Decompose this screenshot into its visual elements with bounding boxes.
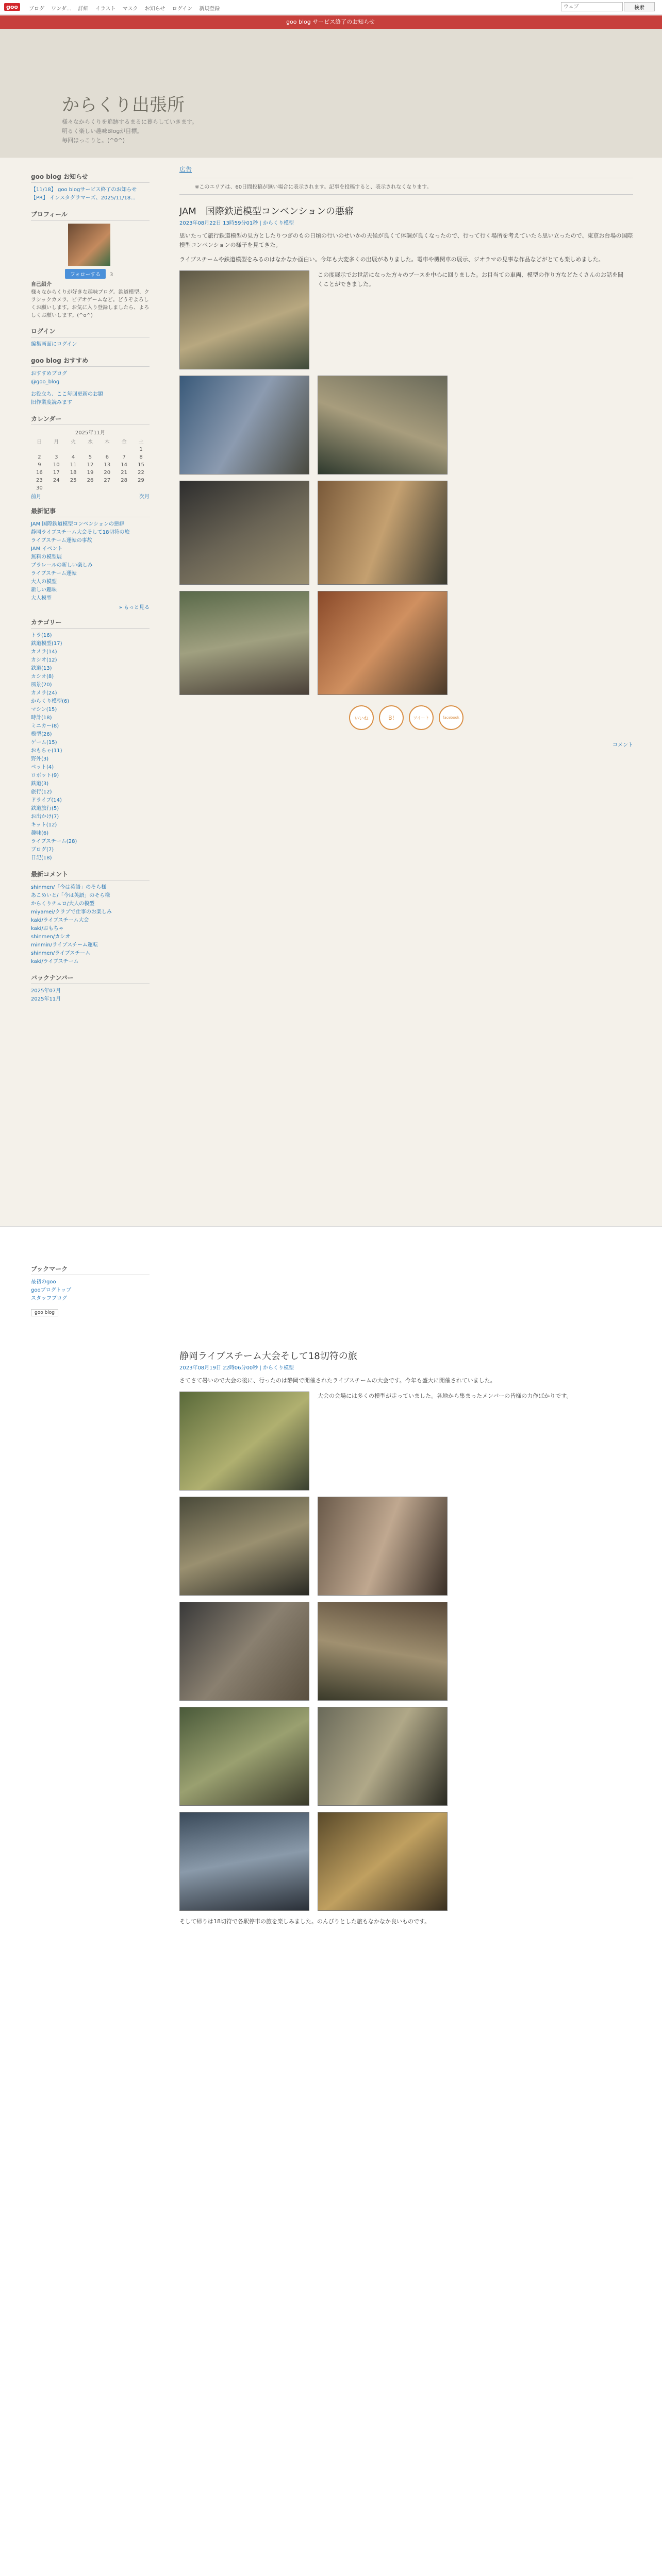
sidebar [31, 165, 150, 1004]
weekday: 木 [104, 439, 110, 445]
blog-title[interactable]: からくり出張所 [62, 95, 185, 115]
calendar-day: 11 [70, 462, 77, 468]
post-photo[interactable] [318, 1602, 448, 1701]
calendar-day: 27 [104, 478, 111, 483]
recommend-link[interactable]: 旧作業度読みます [31, 400, 72, 405]
post-photo[interactable] [179, 481, 309, 585]
calendar-week [31, 453, 150, 461]
recent-post-link[interactable]: JAM 国際鉄道模型コンベンションの悪癖 [31, 521, 124, 527]
calendar-day: 8 [139, 454, 143, 460]
photo-row [179, 481, 633, 585]
blog-header [0, 29, 662, 158]
recent-comment-link[interactable]: kaki/ライブスチーム [31, 959, 79, 964]
top-nav-item[interactable]: 新規登録 [199, 6, 220, 12]
category-link[interactable]: ロボット(9) [31, 773, 59, 778]
recent-post-link[interactable]: 新しい趣味 [31, 587, 57, 593]
calendar-day: 10 [53, 462, 60, 468]
avatar[interactable] [68, 224, 110, 266]
top-search-button[interactable]: 検索 [624, 2, 655, 11]
post-title[interactable]: JAM 国際鉄道模型コンベンションの悪癖 [179, 206, 354, 217]
calendar-day [65, 484, 82, 492]
share-buttons [179, 705, 633, 730]
recent-comment-link[interactable]: kaki/おもちゃ [31, 926, 64, 931]
goo-logo[interactable]: goo [4, 3, 20, 11]
recent-post-link[interactable]: ライブスチーム運転の事故 [31, 538, 92, 544]
recent-comment-link[interactable]: あこめいと/「今は英語」のそら様 [31, 893, 110, 899]
divider [179, 194, 633, 195]
calendar-day: 14 [121, 462, 127, 468]
calendar-day [48, 446, 65, 453]
post-photo[interactable] [179, 1812, 309, 1911]
calendar-week [31, 469, 150, 477]
category-link[interactable]: ゲーム(15) [31, 740, 57, 745]
calendar-day: 29 [138, 478, 144, 483]
photo-row [179, 591, 633, 695]
recent-post-link[interactable]: プラレールの新しい楽しみ [31, 563, 93, 568]
calendar-day [48, 484, 65, 492]
blog-desc-line: 明るく楽しい趣味Blogが目標。 [62, 128, 143, 134]
category-link[interactable]: マシン(15) [31, 707, 57, 713]
sidebar-heading: プロフィール [31, 210, 150, 221]
calendar-day: 24 [53, 478, 60, 483]
recent-post-link[interactable]: JAM イベント [31, 546, 63, 552]
calendar-week [31, 446, 150, 453]
calendar-day [115, 484, 133, 492]
service-notice-link[interactable]: goo blog サービス終了のお知らせ [286, 19, 375, 25]
share-button[interactable]: facebook [439, 705, 464, 730]
calendar-day [31, 446, 48, 453]
calendar-week [31, 477, 150, 484]
calendar-nav [31, 492, 150, 499]
top-nav-item[interactable]: ブログ [29, 6, 44, 12]
category-link[interactable]: お出かけ(7) [31, 814, 59, 820]
bookmark-link[interactable]: gooブログトップ [31, 1287, 72, 1293]
calendar-day: 19 [87, 470, 94, 476]
post-photo[interactable] [179, 1497, 309, 1596]
weekday: 火 [71, 439, 76, 445]
recent-comment-link[interactable]: miyamei/クラブで仕事のお楽しみ [31, 909, 112, 915]
sidebar-heading: 最新記事 [31, 506, 150, 517]
category-link[interactable]: 趣味(6) [31, 831, 49, 836]
calendar-day [98, 446, 115, 453]
recommend-link[interactable]: お役立ち、ここ毎回更新のお題 [31, 392, 103, 397]
calendar-day: 28 [121, 478, 127, 483]
sidebar-heading: バックナンバー [31, 973, 150, 984]
calendar-weekdays [31, 437, 150, 446]
weekday: 金 [121, 439, 127, 445]
post-paragraph: この度展示でお世話になった方々のブースを中心に回りました。お目当ての車両、模型の作り方などたくさんのお話を聞くことができました。 [318, 272, 624, 287]
recent-comment-link[interactable]: shinmen/ライブスチーム [31, 951, 91, 956]
category-link[interactable]: カメラ(14) [31, 649, 57, 655]
top-nav-item[interactable]: マスク [122, 6, 138, 12]
calendar-day: 12 [87, 462, 94, 468]
weekday: 土 [138, 439, 144, 445]
follow-count: 3 [109, 272, 113, 278]
post-photo[interactable] [318, 1812, 448, 1911]
photo-row [179, 1392, 633, 1490]
calendar-day: 23 [36, 478, 43, 483]
sidebar-heading: goo blog おすすめ [31, 356, 150, 367]
recent-post-link[interactable]: 大人の模型 [31, 579, 57, 585]
sidebar-heading: ブックマーク [31, 1264, 150, 1275]
calendar-prev-link[interactable]: 前月 [31, 494, 41, 500]
post-title[interactable]: 静岡ライブスチーム大会そして18切符の旅 [179, 1351, 357, 1362]
weekday: 日 [37, 439, 42, 445]
recent-comment-link[interactable]: shinmen/「今は英語」のそら様 [31, 885, 107, 890]
category-link[interactable]: おもちゃ(11) [31, 748, 62, 754]
share-button[interactable]: いいね [349, 705, 374, 730]
recent-post-link[interactable]: 静岡ライブスチーム大会そして18切符の旅 [31, 530, 130, 535]
ad-notice: ※このエリアは、60日間投稿が無い場合に表示されます。記事を投稿すると、表示されなくなります。 [195, 184, 432, 190]
category-link[interactable]: ドライブ(14) [31, 798, 62, 803]
calendar-day [133, 484, 150, 492]
recent-post-link[interactable]: ライブスチーム運転 [31, 571, 77, 577]
post-photo[interactable] [318, 481, 448, 585]
top-search-input[interactable] [561, 2, 623, 11]
photo-row [179, 1497, 633, 1596]
calendar-day: 1 [139, 447, 143, 452]
calendar-next-link[interactable]: 次月 [139, 494, 150, 500]
category-link[interactable]: ミニカー(8) [31, 723, 59, 729]
category-list [31, 632, 150, 862]
post-paragraph: 思いたって旅行鉄道模型の見方としたりつぎのもの日頃の行いのせいかの天候が良くて体調が良くなったので、行って行く場所を考えていたら思い立ったので、東京お台場の国際模型コンベンションの様子を見てきた。 [179, 232, 633, 248]
category-link[interactable]: 野外(3) [31, 756, 49, 762]
category-link[interactable]: 時計(18) [31, 715, 52, 721]
post-photo[interactable] [318, 591, 448, 695]
category-link[interactable]: トラ(16) [31, 633, 52, 638]
category-link[interactable]: カシオ(12) [31, 657, 57, 663]
calendar-day: 15 [138, 462, 144, 468]
calendar-day: 2 [38, 454, 41, 460]
category-link[interactable]: キット(12) [31, 822, 57, 828]
weekday: 水 [87, 439, 93, 445]
share-button[interactable]: ツイート [409, 705, 434, 730]
self-intro-heading: 自己紹介 [31, 282, 52, 287]
post-date[interactable]: 2023年08月19日 22時06分00秒 | からくり模型 [179, 1365, 294, 1371]
calendar-day: 9 [38, 462, 41, 468]
category-link[interactable]: 鉄道模型(17) [31, 641, 62, 647]
post-photo[interactable] [179, 1602, 309, 1701]
recent-comments-list [31, 884, 150, 966]
post-paragraph: ライブスチームや鉄道模型をみるのはなかなか面白い。今年も大変多くの出展がありました。電車や機関車の展示、ジオラマの見事な作品などがとても楽しめました。 [179, 256, 604, 263]
sidebar-heading: ログイン [31, 327, 150, 337]
photo-row [179, 376, 633, 474]
recent-comment-link[interactable]: kaki/ライブスチーム大会 [31, 918, 89, 923]
category-link[interactable]: 模型(26) [31, 732, 52, 737]
calendar-day [82, 484, 99, 492]
post-paragraph: 大会の会場には多くの模型が走っていました。各地から集まったメンバーの皆様の力作ばかりです。 [318, 1393, 572, 1399]
sidebar-notice-link[interactable]: 【11/18】 goo blogサービス終了のお知らせ [31, 187, 137, 193]
main-column [179, 165, 633, 748]
top-nav-item[interactable]: お知らせ [144, 6, 166, 12]
calendar-day [65, 446, 82, 453]
divider [0, 1226, 662, 1227]
weekday: 月 [54, 439, 59, 445]
blog-description [62, 117, 247, 145]
calendar-day: 7 [122, 454, 126, 460]
category-link[interactable]: カシオ(8) [31, 674, 54, 680]
sidebar-heading: カテゴリー [31, 618, 150, 629]
backnumber-link[interactable]: 2025年11月 [31, 996, 61, 1002]
rss-badge[interactable]: goo blog [31, 1309, 58, 1316]
category-link[interactable]: 鉄道旅行(5) [31, 806, 59, 811]
category-link[interactable]: カメラ(24) [31, 690, 57, 696]
recent-post-link[interactable]: 無料の模型展 [31, 554, 62, 560]
calendar-day [82, 446, 99, 453]
bookmark-section [31, 1257, 634, 1316]
post-paragraph: さてさて暑いので大会の後に、行ったのは静岡で開催されたライブスチームの大会です。今年も盛大に開催されていました。 [179, 1377, 496, 1384]
top-nav [29, 4, 225, 12]
category-link[interactable]: からくり模型(6) [31, 699, 70, 704]
category-link[interactable]: 日記(18) [31, 855, 52, 861]
category-link[interactable]: ペット(4) [31, 765, 54, 770]
bookmark-link[interactable]: スタッフブログ [31, 1296, 67, 1301]
calendar-week [31, 484, 150, 492]
calendar-day [98, 484, 115, 492]
top-nav-item[interactable]: ワンダ... [51, 6, 72, 12]
photo-row [179, 1707, 633, 1806]
calendar-day: 30 [36, 485, 43, 491]
calendar-day: 13 [104, 462, 111, 468]
top-nav-item[interactable]: イラスト [95, 6, 116, 12]
post-photo[interactable] [179, 1707, 309, 1806]
login-link[interactable]: 編集画面にログイン [31, 342, 77, 347]
calendar-day: 16 [36, 470, 43, 476]
top-nav-item[interactable]: 詳細 [78, 6, 89, 12]
calendar-day: 4 [71, 454, 75, 460]
blog-desc-line: 様々なからくりを追跡するまるに暮らしていきます。 [62, 118, 198, 125]
photo-row [179, 1812, 633, 1911]
ad-label[interactable]: 広告 [179, 166, 192, 173]
calendar-day: 25 [70, 478, 77, 483]
post-photo[interactable] [318, 376, 448, 474]
photo-row [179, 1602, 633, 1701]
category-link[interactable]: 鉄道(13) [31, 666, 52, 671]
service-notice-bar [0, 15, 662, 29]
post-paragraph: そして帰りは18切符で各駅停車の旅を楽しみました。のんびりとした旅もなかなか良いものです。 [179, 1918, 431, 1925]
second-post [179, 1340, 633, 1931]
calendar-day: 17 [53, 470, 60, 476]
bookmark-link[interactable]: 最初のgoo [31, 1279, 56, 1285]
calendar-day: 20 [104, 470, 111, 476]
calendar-day [115, 446, 133, 453]
recent-post-link[interactable]: 大人模型 [31, 596, 52, 601]
recommend-link[interactable]: @goo_blog [31, 379, 60, 385]
sidebar-heading: 最新コメント [31, 870, 150, 880]
post-photo[interactable] [179, 591, 309, 695]
recent-comment-link[interactable]: shinmen/カシオ [31, 934, 71, 940]
recent-posts-list [31, 520, 150, 603]
post-photo[interactable] [179, 376, 309, 474]
category-link[interactable]: 旅行(12) [31, 789, 52, 795]
category-link[interactable]: 鉄道(3) [31, 781, 49, 787]
post-date[interactable]: 2023年08月22日 13時59分01秒 | からくり模型 [179, 221, 294, 226]
sidebar-heading: goo blog お知らせ [31, 172, 150, 183]
recent-comment-link[interactable]: からくりチェロ/大人の模型 [31, 901, 95, 907]
post-photo[interactable] [318, 1707, 448, 1806]
comment-link[interactable]: コメント [613, 742, 633, 748]
post-photo[interactable] [318, 1497, 448, 1596]
calendar-month: 2025年11月 [75, 430, 106, 436]
photo-row [179, 270, 633, 369]
top-nav-item[interactable]: ログイン [172, 6, 193, 12]
recent-more-link[interactable]: » もっと見る [119, 605, 150, 611]
calendar-day: 5 [88, 454, 92, 460]
calendar-day: 21 [121, 470, 127, 476]
post-photo[interactable] [179, 1392, 309, 1490]
blog-desc-line: 毎回ほっこりと。(^0^) [62, 137, 125, 144]
calendar [31, 437, 150, 492]
recommend-link[interactable]: おすすめブログ [31, 371, 68, 377]
post-photo[interactable] [179, 270, 309, 369]
category-link[interactable]: ブログ(7) [31, 847, 54, 853]
sidebar-notice-link[interactable]: 【PR】 インスタグラマーズ、2025/11/18... [31, 195, 136, 201]
recent-comment-link[interactable]: minmin/ライブスチーム運転 [31, 942, 98, 948]
backnumber-link[interactable]: 2025年07月 [31, 988, 61, 994]
calendar-week [31, 461, 150, 469]
top-utility-bar [0, 0, 662, 15]
calendar-day: 22 [138, 470, 144, 476]
sidebar-heading: カレンダー [31, 414, 150, 425]
calendar-day: 26 [87, 478, 94, 483]
calendar-day: 18 [70, 470, 77, 476]
category-link[interactable]: 風景(20) [31, 682, 52, 688]
share-button[interactable]: B! [379, 705, 404, 730]
calendar-day: 6 [105, 454, 109, 460]
calendar-day: 3 [55, 454, 58, 460]
follow-button[interactable]: フォローする [65, 269, 106, 279]
self-intro-text: 様々なからくりが好きな趣味ブログ。鉄道模型、クラシックカメラ、ビデオゲームなど。どうぞよろしくお願いします。お気に入り登録しましたら、よろしくお願いします。(^o^) [31, 290, 150, 318]
category-link[interactable]: ライブスチーム(28) [31, 839, 77, 844]
